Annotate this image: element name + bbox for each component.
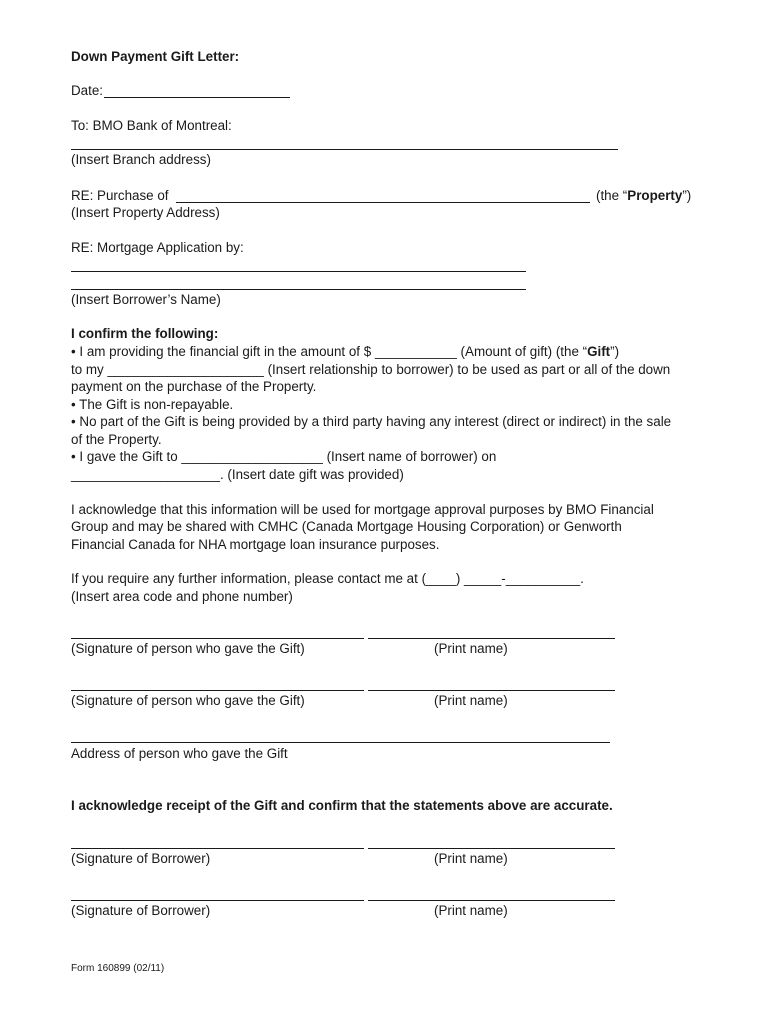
document-title: Down Payment Gift Letter: — [71, 49, 240, 64]
property-suffix: (the “Property”) — [596, 188, 692, 203]
giver-signature-label-2: (Signature of person who gave the Gift) — [71, 693, 305, 708]
giver-signature-line-1 — [71, 638, 364, 639]
receipt-statement: I acknowledge receipt of the Gift and confirm that the statements above are accurate. — [71, 798, 613, 813]
bullet-gift-relationship: to my _____________________ (Insert relationship to borrower) to be used as part or all of the down — [71, 362, 671, 377]
bullet-gave-gift-2: ____________________. (Insert date gift was provided) — [71, 467, 404, 482]
date-label: Date: — [71, 83, 104, 98]
borrower-signature-line-1 — [71, 848, 364, 849]
re-mortgage-label: RE: Mortgage Application by: — [71, 240, 244, 255]
form-number: Form 160899 (02/11) — [71, 963, 165, 974]
bullet-non-repayable: • The Gift is non-repayable. — [71, 397, 234, 412]
addressee: To: BMO Bank of Montreal: — [71, 118, 232, 133]
property-address-line — [176, 202, 590, 203]
bullet-third-party-1: • No part of the Gift is being provided by a third party having any interest (direct or indirect) in the sale — [71, 414, 672, 429]
contact-line: If you require any further information, please contact me at (____) _____-__________. — [71, 571, 584, 586]
bullet-gave-gift-1: • I gave the Gift to ___________________ (Insert name of borrower) on — [71, 449, 497, 464]
borrower-print-name-label-1: (Print name) — [434, 851, 508, 866]
borrower-name-line-1 — [71, 271, 526, 272]
bullet-gift-purpose: payment on the purchase of the Property. — [71, 379, 317, 394]
giver-signature-label-1: (Signature of person who gave the Gift) — [71, 641, 305, 656]
giver-print-name-label-1: (Print name) — [434, 641, 508, 656]
borrower-print-name-line-1 — [368, 848, 615, 849]
branch-address-line — [71, 149, 618, 150]
borrower-name-line-2 — [71, 289, 526, 290]
property-address-hint: (Insert Property Address) — [71, 205, 220, 220]
date-line — [104, 97, 290, 98]
borrower-signature-label-1: (Signature of Borrower) — [71, 851, 211, 866]
giver-signature-line-2 — [71, 690, 364, 691]
giver-print-name-label-2: (Print name) — [434, 693, 508, 708]
confirm-heading: I confirm the following: — [71, 326, 219, 341]
giver-print-name-line-2 — [368, 690, 615, 691]
borrower-signature-line-2 — [71, 900, 364, 901]
re-purchase-label: RE: Purchase of — [71, 188, 169, 203]
property-term: Property — [627, 188, 683, 203]
borrower-name-hint: (Insert Borrower’s Name) — [71, 292, 221, 307]
contact-hint: (Insert area code and phone number) — [71, 589, 293, 604]
bullet-gift-amount: • I am providing the financial gift in the amount of $ ___________ (Amount of gift) (the “Gift”) — [71, 344, 620, 359]
giver-address-line — [71, 742, 610, 743]
borrower-print-name-label-2: (Print name) — [434, 903, 508, 918]
giver-address-label: Address of person who gave the Gift — [71, 746, 288, 761]
acknowledgement-line-3: Financial Canada for NHA mortgage loan insurance purposes. — [71, 537, 440, 552]
giver-print-name-line-1 — [368, 638, 615, 639]
acknowledgement-line-2: Group and may be shared with CMHC (Canada Mortgage Housing Corporation) or Genworth — [71, 519, 622, 534]
bullet-third-party-2: of the Property. — [71, 432, 162, 447]
gift-term: Gift — [587, 344, 611, 359]
branch-address-hint: (Insert Branch address) — [71, 152, 211, 167]
borrower-signature-label-2: (Signature of Borrower) — [71, 903, 211, 918]
borrower-print-name-line-2 — [368, 900, 615, 901]
acknowledgement-line-1: I acknowledge that this information will be used for mortgage approval purposes by BMO Financial — [71, 502, 654, 517]
